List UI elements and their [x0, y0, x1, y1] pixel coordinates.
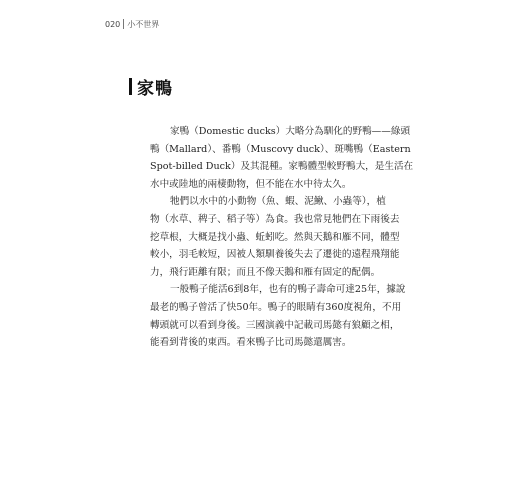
book-title: 小不世界 — [127, 19, 160, 29]
text-line: 水中或陸地的兩棲動物，但不能在水中待太久。 — [150, 178, 352, 190]
text-line: 一般鴨子能活6到8年，也有的鴨子壽命可達25年，據說 — [170, 284, 406, 296]
section-heading — [129, 76, 173, 99]
text-line: 牠們以水中的小動物（魚、蝦、泥鰍、小蟲等），植 — [170, 196, 386, 208]
running-head — [105, 17, 159, 31]
paragraph — [130, 193, 400, 281]
text-line: 轉頭就可以看到身後。三國演義中記載司馬懿有狼顧之相， — [150, 319, 400, 331]
text-line: 物（水草、稗子、稻子等）為食。我也常見牠們在下雨後去 — [150, 213, 400, 225]
text-line: 較小，羽毛較短，因被人類馴養後失去了遷徙的遠程飛翔能 — [150, 249, 400, 261]
text-line: 鴨（Mallard）、番鴨（Muscovy duck）、斑嘴鴨（Eastern — [150, 143, 411, 155]
text-line: 力，飛行距離有限；而且不像天鵝和雁有固定的配偶。 — [150, 266, 381, 278]
body-text — [130, 123, 414, 352]
text-line: 挖草根，大概是找小蟲、蚯蚓吃。然與天鵝和雁不同，體型 — [150, 231, 400, 243]
text-line: 能看到背後的東西。看來鴨子比司馬懿還厲害。 — [150, 337, 352, 349]
heading-bar — [129, 78, 132, 95]
page-number: 020 — [105, 19, 121, 29]
text-line: 家鴨（Domestic ducks）大略分為馴化的野鴨——綠頭 — [170, 126, 411, 137]
text-line: 最老的鴨子曾活了快50年。鴨子的眼睛有360度視角，不用 — [150, 301, 402, 313]
running-head-divider — [123, 19, 124, 29]
section-title: 家鴨 — [137, 78, 173, 99]
text-line: Spot-billed Duck）及其混種。家鴨體型較野鴨大，是生活在 — [150, 161, 414, 173]
paragraph — [130, 123, 414, 193]
paragraph — [130, 281, 406, 351]
